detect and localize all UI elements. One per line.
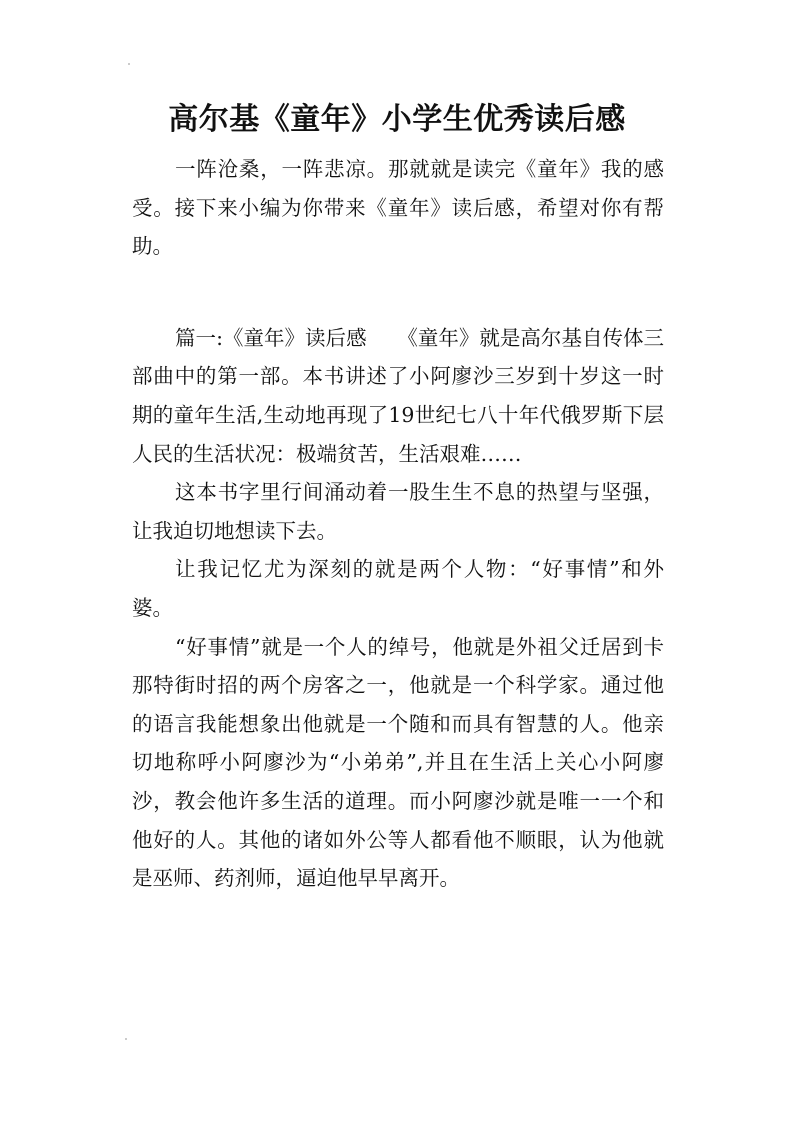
scan-speck [128, 63, 130, 65]
document-title: 高尔基《童年》小学生优秀读后感 [168, 102, 626, 137]
paragraph-chapter-one: 篇一:《童年》读后感 《童年》就是高尔基自传体三部曲中的第一部。本书讲述了小阿廖沙三岁到十岁这一时期的童年生活,生动地再现了19世纪七八十年代俄罗斯下层人民的生活状况：极端贫苦，生活艰难…… [132, 325, 664, 466]
paragraph: “好事情”就是一个人的绰号，他就是外祖父迁居到卡那特街时招的两个房客之一，他就是一个科学家。通过他的语言我能想象出他就是一个随和而具有智慧的人。他亲切地称呼小阿廖沙为“小弟弟”,并且在生活上关心小阿廖沙，教会他许多生活的道理。而小阿廖沙就是唯一一个和他好的人。其他的诸如外公等人都看他不顺眼，认为他就是巫师、药剂师，逼迫他早早离开。 [132, 634, 664, 891]
paragraph-intro: 一阵沧桑，一阵悲凉。那就就是读完《童年》我的感受。接下来小编为你带来《童年》读后感，希望对你有帮助。 [132, 157, 664, 259]
paragraph: 这本书字里行间涌动着一股生生不息的热望与坚强，让我迫切地想读下去。 [132, 480, 664, 543]
scan-speck [125, 1038, 127, 1040]
paragraph: 让我记忆尤为深刻的就是两个人物：“好事情”和外婆。 [132, 557, 664, 620]
document-body [132, 150, 664, 898]
